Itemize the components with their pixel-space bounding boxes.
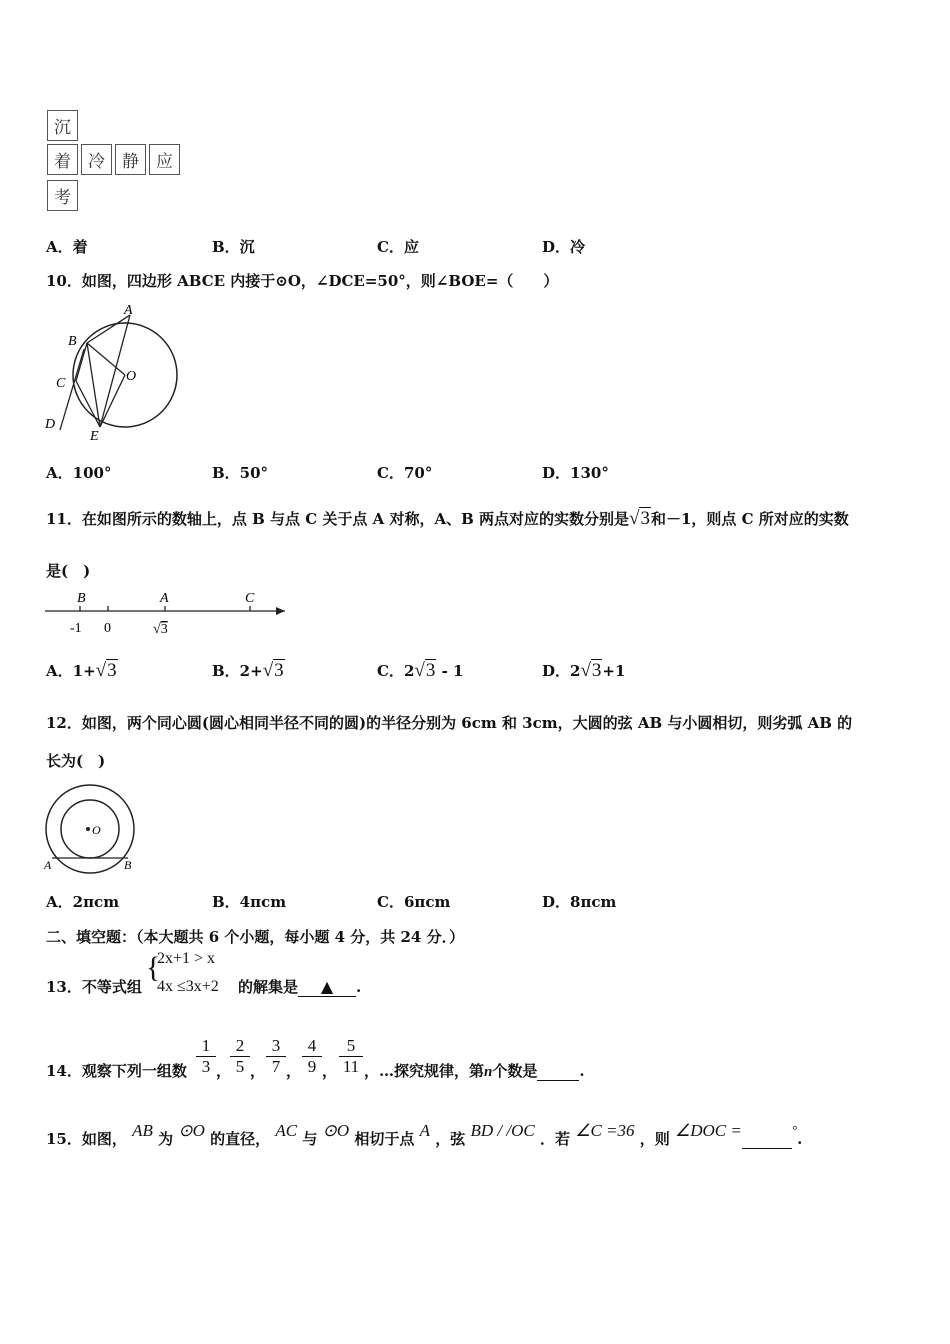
q15-line: 15．如图， AB 为 ⊙O 的直径， AC 与 ⊙O 相切于点 A ，弦 BD / /OC ．若 ∠C =36 ，则 ∠DOC = °. (46, 1121, 803, 1148)
q10-stem: 10．如图，四边形 ABCE 内接于⊙O，∠DCE=50°，则∠BOE=（ ） (46, 272, 559, 290)
q10-label-c: C (56, 376, 66, 391)
q10-option-a: A．100° (46, 464, 112, 482)
q14-blank[interactable] (537, 1062, 579, 1081)
cube-cell-4: 静 (115, 144, 146, 175)
q10-label-d: D (45, 417, 56, 432)
cube-cell-2: 着 (47, 144, 78, 175)
q11-stem-a: 11．在如图所示的数轴上，点 B 与点 C 关于点 A 对称，A、B 两点对应的实数分别是 (46, 510, 630, 528)
q11-option-d: D．2√3+1 (542, 660, 626, 681)
q10-label-o: O (126, 369, 137, 384)
q10-label-e: E (90, 429, 99, 444)
q14-fraction-1: $\frac{1}{3}$ (196, 1036, 216, 1077)
q10-option-d: D．130° (542, 464, 609, 482)
q11-option-c: C．2√3 - 1 (377, 660, 464, 681)
q11-tick-zero: 0 (104, 621, 111, 636)
q13-pre: 13．不等式组 (46, 978, 142, 996)
section-2-heading: 二、填空题：（本大题共 6 个小题，每小题 4 分，共 24 分．） (46, 928, 465, 946)
cube-net-figure (47, 110, 184, 216)
q12-stem-line1: 12．如图，两个同心圆(圆心相同半径不同的圆)的半径分别为 6cm 和 3cm，大圆的弦 AB 与小圆相切，则劣弧 AB 的 (46, 714, 853, 732)
q11-number-line (40, 590, 290, 640)
q15-angle-c: ∠C =36 (575, 1121, 635, 1140)
q11-tick-minus1: -1 (70, 621, 82, 636)
q12-option-c: C．6πcm (377, 893, 451, 911)
q15-ac: AC (275, 1121, 298, 1140)
q13-inequality-1: 2x+1 > x (157, 950, 216, 967)
q11-option-b: B．2+√3 (212, 660, 284, 681)
q13-inequality-2: 4x ≤3x+2 (157, 978, 219, 995)
q9-option-c: C．应 (377, 238, 419, 256)
q10-label-b: B (68, 334, 77, 349)
q10-option-c: C．70° (377, 464, 433, 482)
q10-option-b: B．50° (212, 464, 269, 482)
q12-label-o: O (92, 823, 101, 837)
q11-label-a: A (160, 591, 169, 606)
q15-point-a: A (419, 1121, 431, 1140)
q14-post: ，…探究规律，第n个数是 . (364, 1062, 585, 1080)
q11-tick-root: √3 (153, 622, 168, 637)
q9-option-b: B．沉 (212, 238, 255, 256)
q9-option-a: A．着 (46, 238, 88, 256)
cube-cell-5: 应 (149, 144, 180, 175)
q15-bd-parallel-oc: BD / /OC (470, 1121, 535, 1140)
q13-answer-line: 的解集是 ▲ . (238, 977, 362, 996)
q14-fraction-3: $\frac{3}{7}$ (266, 1036, 286, 1077)
q11-stem-line1 (46, 508, 849, 530)
q12-option-d: D．8πcm (542, 893, 617, 911)
q12-stem-line2: 长为( ) (46, 752, 106, 770)
q13-blank[interactable] (298, 977, 356, 997)
q11-option-a: A．1+√3 (46, 660, 117, 681)
q12-label-a: A (44, 858, 52, 872)
q11-sqrt3: √3 (629, 508, 650, 529)
q10-label-a: A (124, 303, 133, 318)
q9-option-d: D．冷 (542, 238, 586, 256)
q11-label-c: C (245, 591, 255, 606)
cube-cell-1: 沉 (47, 110, 78, 141)
q11-stem-line2: 是( ) (46, 562, 91, 580)
q12-option-b: B．4πcm (212, 893, 287, 911)
q12-label-b: B (124, 858, 132, 872)
cube-cell-3: 冷 (81, 144, 112, 175)
q15-circle-o: ⊙O (178, 1121, 205, 1140)
q15-circle-o-2: ⊙O (322, 1121, 350, 1140)
q15-angle-doc: ∠DOC = (675, 1121, 742, 1140)
q14-pre: 14．观察下列一组数 (46, 1062, 187, 1080)
q13-brace: { (146, 951, 161, 984)
q11-label-b: B (77, 591, 86, 606)
q12-concentric-figure (38, 782, 148, 882)
q15-ab: AB (132, 1121, 153, 1140)
q15-blank[interactable] (742, 1130, 792, 1149)
q13-blank-marker: ▲ (320, 977, 334, 996)
q14-fraction-4: $\frac{4}{9}$ (302, 1036, 322, 1077)
q14-fraction-2: $\frac{2}{5}$ (230, 1036, 250, 1077)
q10-circle-figure (40, 300, 190, 450)
q14-fraction-5: $\frac{5}{11}$ (339, 1036, 363, 1077)
q11-stem-b: 和－1，则点 C 所对应的实数 (650, 510, 849, 528)
q12-option-a: A．2πcm (46, 893, 120, 911)
cube-cell-6: 考 (47, 180, 78, 211)
